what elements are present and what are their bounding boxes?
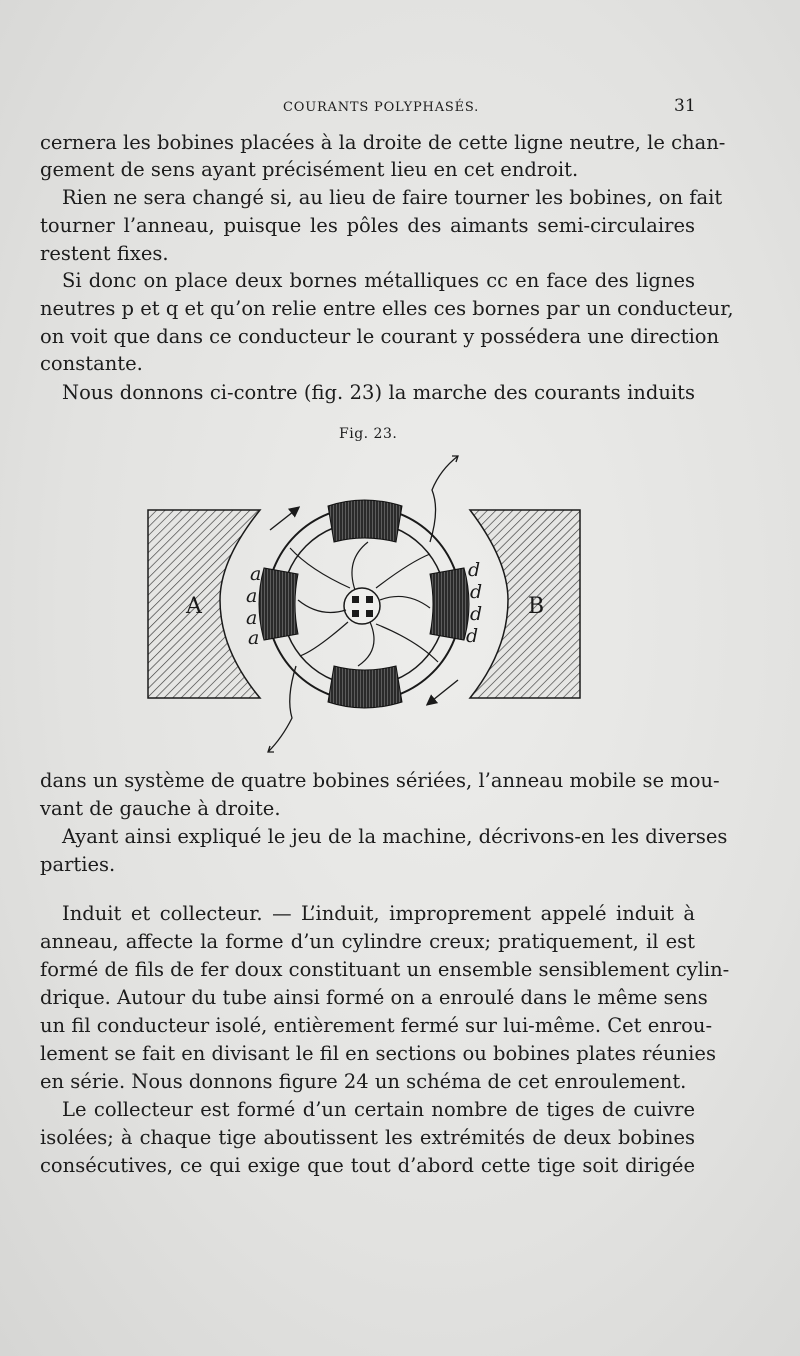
pole-piece-b	[470, 510, 580, 698]
text-line: drique. Autour du tube ainsi formé on a enroulé dans le même sens	[40, 986, 708, 1009]
coil-label-a: a	[246, 607, 258, 629]
running-title: COURANTS POLYPHASÉS.	[283, 100, 480, 115]
lead-bottom	[268, 666, 296, 752]
coil-right	[430, 568, 469, 640]
text-line: constante.	[40, 352, 143, 375]
text-line: formé de fils de fer doux constituant un ensemble sensiblement cylin-	[40, 958, 730, 981]
coil-label-d: d	[470, 603, 483, 625]
text-line: isolées; à chaque tige aboutissent les extrémités de deux bobines	[40, 1126, 695, 1149]
coil-label-d: d	[466, 625, 479, 647]
text-line: dans un système de quatre bobines sériées, l’anneau mobile se mou-	[40, 769, 720, 792]
collector	[344, 588, 380, 624]
text-line: vant de gauche à droite.	[40, 797, 281, 820]
text-line: on voit que dans ce conducteur le courant y possédera une direction	[40, 325, 720, 348]
text-line: Rien ne sera changé si, au lieu de faire tourner les bobines, on fait	[62, 186, 723, 209]
running-head	[0, 96, 800, 124]
figure-ring-armature	[140, 450, 590, 760]
pole-label-a: A	[186, 594, 202, 619]
text-line: restent fixes.	[40, 242, 169, 265]
text-line: Si donc on place deux bornes métalliques cc en face des lignes	[62, 269, 695, 292]
pole-piece-a	[148, 510, 260, 698]
figure-caption: Fig. 23.	[339, 426, 398, 442]
text-line: un fil conducteur isolé, entièrement fermé sur lui-même. Cet enrou-	[40, 1014, 713, 1037]
text-line: neutres p et q et qu’on relie entre elles ces bornes par un conducteur,	[40, 297, 734, 320]
text-line: tourner l’anneau, puisque les pôles des aimants semi-circulaires	[40, 214, 695, 237]
coil-label-a: a	[248, 627, 260, 649]
text-line: Ayant ainsi expliqué le jeu de la machine, décrivons-en les diverses	[62, 825, 728, 848]
coil-bottom	[328, 666, 402, 708]
coil-label-a: a	[246, 585, 258, 607]
text-line: Induit et collecteur. — L’induit, improprement appelé induit à	[62, 902, 695, 925]
lead-top	[430, 456, 458, 542]
coil-left	[259, 568, 298, 640]
text-line: Nous donnons ci-contre (fig. 23) la marche des courants induits	[62, 381, 695, 404]
coil-label-d: d	[468, 559, 481, 581]
text-line: lement se fait en divisant le fil en sections ou bobines plates réunies	[40, 1042, 716, 1065]
text-line: Le collecteur est formé d’un certain nombre de tiges de cuivre	[62, 1098, 695, 1121]
text-line: gement de sens ayant précisément lieu en cet endroit.	[40, 158, 579, 181]
pole-label-b: B	[528, 594, 545, 619]
text-line: en série. Nous donnons figure 24 un schéma de cet enroulement.	[40, 1070, 687, 1093]
page-number: 31	[674, 96, 696, 116]
coil-label-d: d	[470, 581, 483, 603]
text-line: cernera les bobines placées à la droite de cette ligne neutre, le chan-	[40, 131, 726, 154]
text-line: consécutives, ce qui exige que tout d’abord cette tige soit dirigée	[40, 1154, 695, 1177]
text-line: parties.	[40, 853, 116, 876]
coil-top	[328, 500, 402, 542]
text-line: anneau, affecte la forme d’un cylindre creux; pratiquement, il est	[40, 930, 695, 953]
coil-label-a: a	[250, 563, 262, 585]
